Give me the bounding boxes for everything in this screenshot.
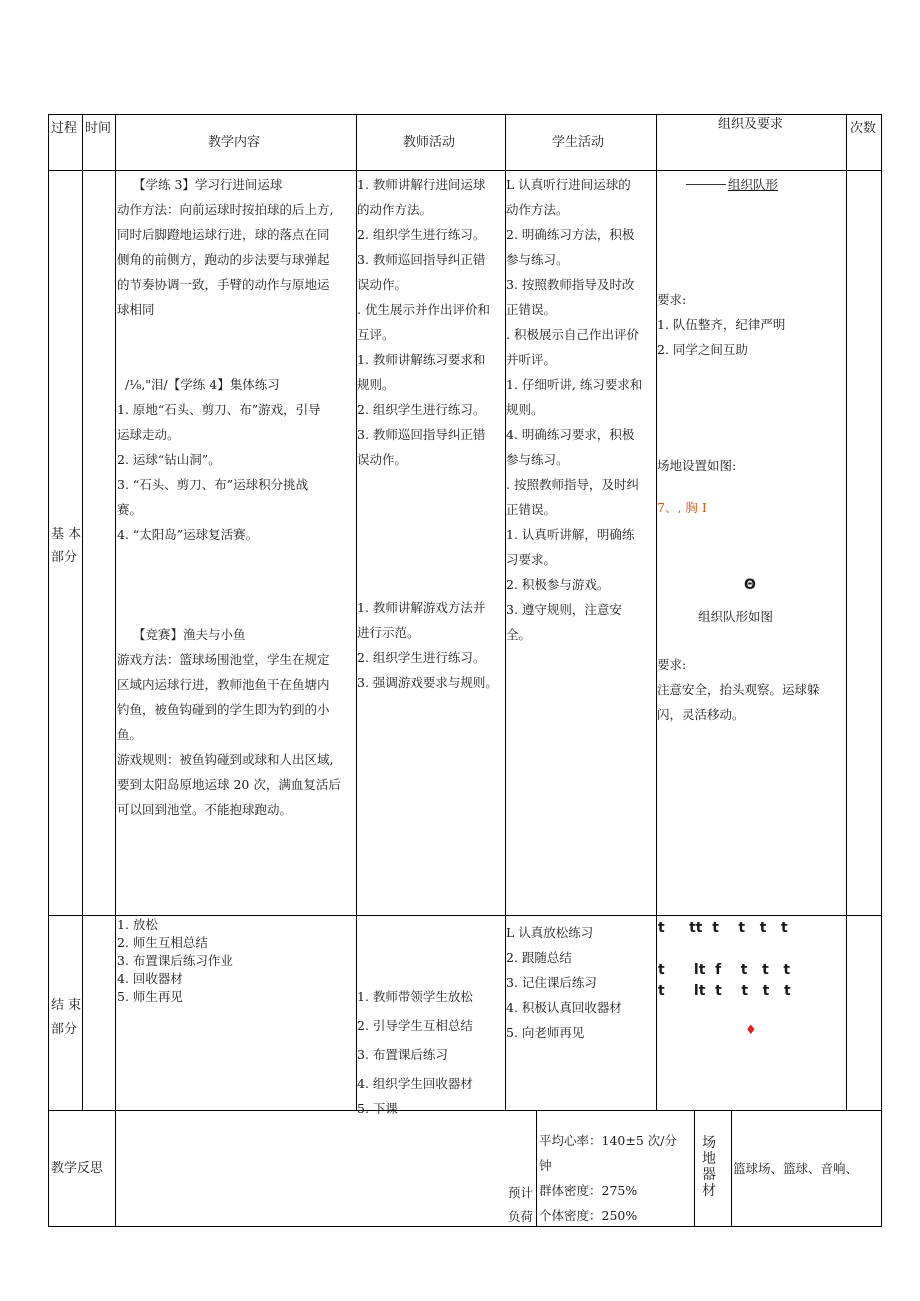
content-line: [117, 572, 355, 597]
content-line: 1. 原地“石头、剪刀、布”游戏，引导: [117, 402, 321, 417]
org-requirements: [657, 287, 785, 362]
table-bottom-border: [48, 1226, 882, 1227]
reflection-divider-2: [694, 1110, 695, 1227]
table-right-border: [881, 114, 882, 1227]
student-line: 参与练习。: [506, 452, 569, 467]
content-line: 游戏规则：被鱼钩碰到或球和人出区域,: [117, 752, 334, 767]
end-student-line: 5. 向老师再见: [506, 1025, 585, 1040]
org-symbol: Θ: [744, 577, 756, 593]
reflection-label: 教学反思: [51, 1161, 104, 1176]
header-bottom-border: [48, 170, 882, 171]
content-line: /⅛,"泪/【学练 4】集体练习: [125, 377, 280, 392]
student-line: 4. 明确练习要求，积极: [506, 427, 635, 442]
load-label-1: 预计: [508, 1185, 534, 1200]
teacher-line: 规则。: [357, 377, 395, 392]
basic-teacher-block: [357, 172, 505, 472]
content-line: 4. “太阳岛”运球复活赛。: [117, 527, 259, 542]
col-divider-content: [115, 114, 116, 1227]
teacher-line: 误动作。: [357, 277, 408, 292]
equipment-label: [702, 1135, 716, 1199]
end-teacher-block: [357, 984, 473, 1121]
basic-teacher-block-2: [357, 595, 505, 695]
student-line: L 认真听行进间运球的: [506, 177, 631, 192]
group-density: 群体密度：275%: [539, 1183, 638, 1198]
content-line: [117, 597, 355, 622]
student-line: 并听评。: [506, 352, 557, 367]
org-req2-line: 注意安全，抬头观察。运球躲: [657, 682, 820, 697]
col-divider-time: [82, 114, 83, 1111]
end-content-line: 1. 放松: [117, 917, 158, 932]
reflection-divider-1: [536, 1110, 537, 1227]
student-line: 1. 认真听讲解，明确练: [506, 527, 635, 542]
formation-row-gap: [658, 939, 791, 960]
heart-rate-line: 平均心率：140±5 次/分: [539, 1133, 677, 1148]
header-organization: 组织及要求: [718, 117, 784, 132]
student-line: 3. 按照教师指导及时改: [506, 277, 635, 292]
header-time: 时间: [85, 121, 112, 136]
basic-content-block: [117, 172, 355, 822]
end-section-label-1: 结 束: [51, 998, 82, 1013]
end-teacher-line: 2. 引导学生互相总结: [357, 1018, 473, 1033]
load-label-2: 负荷: [508, 1209, 534, 1224]
org-site-setup: 场地设置如图:: [657, 458, 737, 473]
content-line: 游戏方法：篮球场围池堂，学生在规定: [117, 652, 330, 667]
org-requirements-2: [657, 652, 820, 727]
student-line: 动作方法。: [506, 202, 569, 217]
equipment-label-char: 器: [702, 1167, 716, 1183]
content-line: 3. “石头、剪刀、布”运球积分挑战: [117, 477, 309, 492]
teacher-line: 误动作。: [357, 452, 408, 467]
end-teacher-line: 4. 组织学生回收器材: [357, 1076, 473, 1091]
student-line: 规则。: [506, 402, 544, 417]
individual-density: 个体密度：250%: [539, 1208, 638, 1223]
header-content: 教学内容: [208, 135, 261, 150]
reflection-divider-3: [731, 1110, 732, 1227]
end-student-line: 3. 记住课后练习: [506, 975, 597, 990]
org-title: [686, 172, 778, 197]
teacher-diamond-icon: ♦: [745, 1023, 757, 1038]
table-left-border: [48, 114, 49, 1227]
student-line: 2. 明确练习方法，积极: [506, 227, 635, 242]
student-line: 1. 仔细听讲, 练习要求和: [506, 377, 643, 392]
end-content-line: 3. 布置课后练习作业: [117, 953, 233, 968]
content-line: 的节奏协调一致，手臂的动作与原地运: [117, 277, 330, 292]
org-formation: 组织队形如图: [698, 609, 774, 624]
student-line: . 积极展示自己作出评价: [506, 327, 639, 342]
teacher-line: 3. 强调游戏要求与规则。: [357, 675, 498, 690]
end-content-line: 2. 师生互相总结: [117, 935, 208, 950]
end-content-block: [117, 916, 233, 1006]
teacher-line: 的动作方法。: [357, 202, 433, 217]
content-line: 要到太阳岛原地运球 20 次，满血复活后: [117, 777, 341, 792]
heart-rate-line: 钟: [539, 1158, 552, 1173]
content-line: 球相同: [117, 302, 155, 317]
student-line: 习要求。: [506, 552, 557, 567]
content-line: 同时后脚蹬地运球行进，球的落点在同: [117, 227, 330, 242]
end-content-line: 5. 师生再见: [117, 989, 183, 1004]
content-line: 可以回到池堂。不能抱球跑动。: [117, 802, 293, 817]
end-student-line: 4. 积极认真回收器材: [506, 1000, 622, 1015]
col-divider-count: [846, 114, 847, 1111]
content-line: [117, 347, 355, 372]
content-line: 【学练 3】学习行进间运球: [133, 177, 283, 192]
content-line: 侧角的前侧方，跑动的步法要与球弹起: [117, 252, 330, 267]
end-student-block: [506, 920, 622, 1045]
org-req2-line: 闪，灵活移动。: [657, 707, 745, 722]
org-title-text: 组织队形: [728, 177, 779, 192]
teacher-line: 2. 组织学生进行练习。: [357, 227, 486, 242]
teacher-line: 1. 教师讲解游戏方法并: [357, 600, 486, 615]
equipment-label-char: 材: [702, 1183, 716, 1199]
org-req-line: 1. 队伍整齐，纪律严明: [657, 317, 786, 332]
student-line: 3. 遵守规则，注意安: [506, 602, 622, 617]
org-req-line: 2. 同学之间互助: [657, 342, 748, 357]
equipment-value: 篮球场、篮球、音响、: [733, 1161, 859, 1176]
basic-section-label-1: 基 本: [51, 527, 82, 542]
content-line: 区域内运球行进，教师池鱼干在鱼塘内: [117, 677, 330, 692]
equipment-label-char: 场: [702, 1135, 716, 1151]
end-teacher-line: 3. 布置课后练习: [357, 1047, 448, 1062]
content-line: 鱼。: [117, 727, 143, 742]
org-site-figure-text: 7、, 胸 I: [657, 500, 707, 515]
header-teacher: 教师活动: [403, 135, 456, 150]
student-line: 正错误。: [506, 302, 557, 317]
org-title-rule: [686, 184, 726, 185]
basic-student-block: [506, 172, 656, 647]
end-content-line: 4. 回收器材: [117, 971, 183, 986]
teacher-line: . 优生展示并作出评价和: [357, 302, 490, 317]
content-line: 2. 运球“钻山洞”。: [117, 452, 221, 467]
header-count: 次数: [850, 121, 877, 136]
student-line: 正错误。: [506, 502, 557, 517]
teacher-line: 1. 教师讲解练习要求和: [357, 352, 486, 367]
basic-section-label-2: 部分: [51, 550, 78, 565]
teacher-line: 1. 教师讲解行进间运球: [357, 177, 486, 192]
student-line: . 按照教师指导，及时纠: [506, 477, 639, 492]
formation-row: t lt f t t t: [658, 962, 791, 978]
student-line: 2. 积极参与游戏。: [506, 577, 610, 592]
teacher-line: 2. 组织学生进行练习。: [357, 402, 486, 417]
content-line: 运球走动。: [117, 427, 180, 442]
end-student-line: L 认真放松练习: [506, 925, 594, 940]
load-values: [539, 1128, 677, 1228]
end-formation-diagram: [658, 918, 791, 1002]
content-line: [117, 322, 355, 347]
header-student: 学生活动: [552, 135, 605, 150]
end-section-label-2: 部分: [51, 1022, 78, 1037]
end-student-line: 2. 跟随总结: [506, 950, 572, 965]
content-line: [117, 547, 355, 572]
end-teacher-line: 1. 教师带领学生放松: [357, 989, 473, 1004]
org-req2-label: 要求:: [657, 657, 687, 672]
formation-row: t tt t t t t: [658, 920, 788, 936]
content-line: 【竞赛】渔夫与小鱼: [133, 627, 246, 642]
content-line: 赛。: [117, 502, 143, 517]
content-line: 钓鱼，被鱼钩碰到的学生即为钓到的小: [117, 702, 330, 717]
student-line: 参与练习。: [506, 252, 569, 267]
header-process: 过程: [51, 121, 78, 136]
teacher-line: 3. 教师巡回指导纠正错: [357, 427, 486, 442]
teacher-line: 互评。: [357, 327, 395, 342]
teacher-line: 2. 组织学生进行练习。: [357, 650, 486, 665]
content-line: 动作方法：向前运球时按拍球的后上方,: [117, 202, 334, 217]
teacher-line: 进行示范。: [357, 625, 420, 640]
org-req-label: 要求:: [657, 292, 687, 307]
student-line: 全。: [506, 627, 532, 642]
formation-row: t lt t t t t: [658, 983, 791, 999]
col-divider-org: [656, 114, 657, 1111]
equipment-label-char: 地: [702, 1151, 716, 1167]
teacher-line: 3. 教师巡回指导纠正错: [357, 252, 486, 267]
end-teacher-line: 5. 下课: [357, 1101, 398, 1116]
